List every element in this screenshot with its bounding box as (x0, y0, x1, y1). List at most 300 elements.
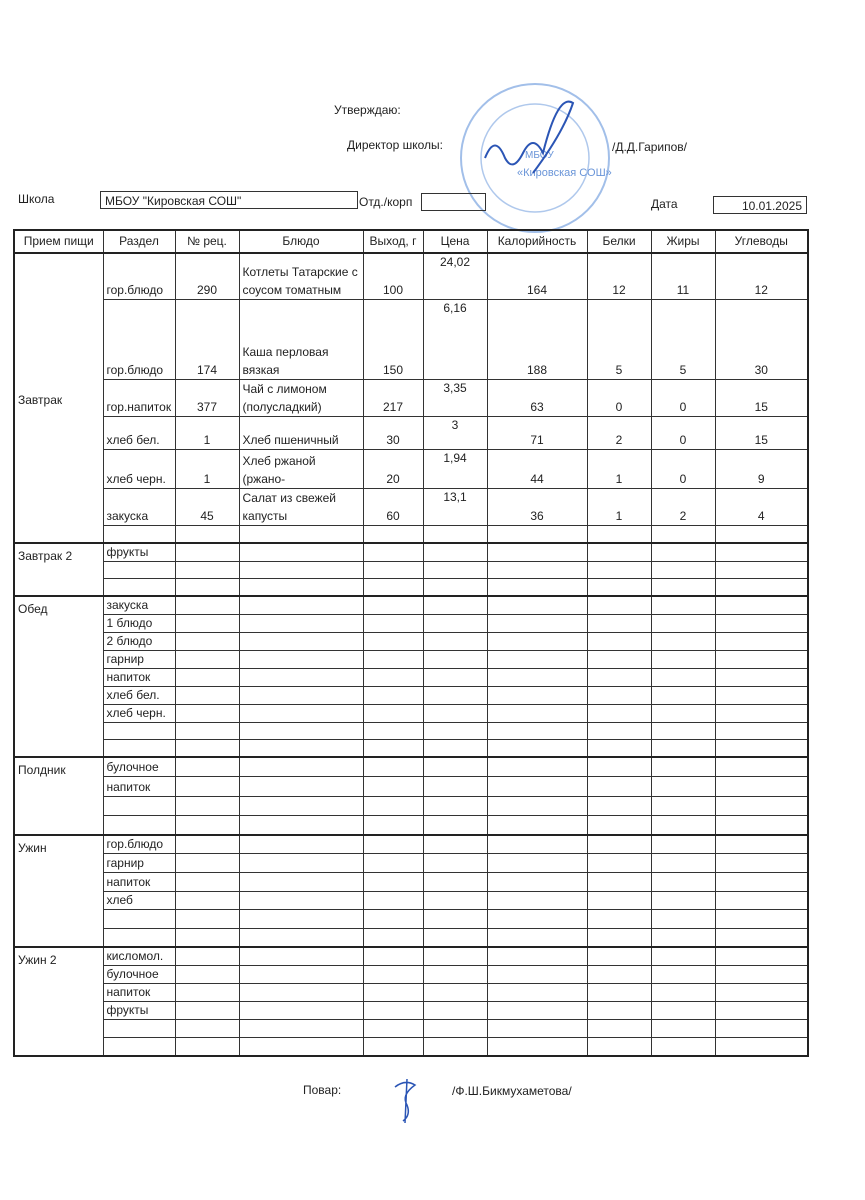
cell-kcal: 36 (487, 488, 587, 525)
cell-kcal (487, 796, 587, 816)
cell-section (103, 579, 175, 596)
cell-dish: Каша перловая вязкая (239, 299, 363, 379)
cell-dish (239, 757, 363, 777)
cell-dish (239, 668, 363, 686)
cell-dish (239, 650, 363, 668)
cell-section: напиток (103, 777, 175, 797)
cell-carbs: 9 (715, 449, 808, 488)
cell-section: 2 блюдо (103, 632, 175, 650)
table-row (14, 1020, 808, 1038)
cell-protein (587, 910, 651, 929)
cell-yield (363, 686, 423, 704)
cell-fat (651, 614, 715, 632)
cell-dish (239, 722, 363, 740)
cell-yield (363, 562, 423, 579)
cell-dish (239, 596, 363, 615)
cell-recipe (175, 722, 239, 740)
cell-kcal (487, 891, 587, 910)
cell-fat (651, 873, 715, 892)
cell-price (423, 614, 487, 632)
cell-recipe (175, 891, 239, 910)
cell-protein: 5 (587, 299, 651, 379)
cell-section (103, 929, 175, 948)
school-stamp-icon (455, 78, 615, 238)
cell-yield (363, 1038, 423, 1056)
cell-price (423, 854, 487, 873)
cell-kcal: 164 (487, 253, 587, 299)
table-row (14, 416, 808, 449)
table-row (14, 1038, 808, 1056)
cell-dish (239, 816, 363, 836)
cell-dish (239, 984, 363, 1002)
cell-yield (363, 816, 423, 836)
cell-carbs (715, 704, 808, 722)
cell-section: хлеб черн. (103, 704, 175, 722)
cell-kcal (487, 614, 587, 632)
cell-kcal (487, 966, 587, 984)
cell-fat (651, 562, 715, 579)
cell-recipe (175, 796, 239, 816)
table-row (14, 379, 808, 416)
cell-recipe (175, 614, 239, 632)
cell-fat (651, 740, 715, 758)
cell-recipe (175, 947, 239, 966)
cell-fat (651, 984, 715, 1002)
date-field[interactable]: 10.01.2025 (713, 196, 807, 214)
table-row (14, 562, 808, 579)
table-row (14, 543, 808, 562)
cell-section: гарнир (103, 650, 175, 668)
cell-fat (651, 835, 715, 854)
cell-protein (587, 777, 651, 797)
cell-protein (587, 686, 651, 704)
cell-protein (587, 740, 651, 758)
cell-yield (363, 543, 423, 562)
cell-kcal (487, 650, 587, 668)
cell-carbs (715, 910, 808, 929)
cell-price (423, 740, 487, 758)
cell-carbs (715, 757, 808, 777)
cell-protein: 0 (587, 379, 651, 416)
cell-fat (651, 668, 715, 686)
cell-fat (651, 1002, 715, 1020)
cell-carbs: 15 (715, 416, 808, 449)
meal-name: Завтрак 2 (14, 543, 103, 596)
cell-yield (363, 929, 423, 948)
cell-recipe (175, 777, 239, 797)
cell-yield (363, 854, 423, 873)
cell-recipe (175, 740, 239, 758)
cell-yield: 100 (363, 253, 423, 299)
cell-yield (363, 722, 423, 740)
cell-recipe (175, 562, 239, 579)
cell-carbs (715, 835, 808, 854)
table-row (14, 668, 808, 686)
table-row (14, 253, 808, 299)
cell-kcal: 63 (487, 379, 587, 416)
cell-price (423, 1038, 487, 1056)
cell-price (423, 722, 487, 740)
cell-carbs (715, 873, 808, 892)
cell-price (423, 686, 487, 704)
cell-protein (587, 596, 651, 615)
cell-kcal (487, 835, 587, 854)
cell-recipe (175, 596, 239, 615)
cell-kcal (487, 757, 587, 777)
cell-carbs (715, 632, 808, 650)
cell-kcal (487, 596, 587, 615)
cell-protein (587, 816, 651, 836)
cell-price (423, 543, 487, 562)
cell-recipe: 290 (175, 253, 239, 299)
cell-yield (363, 966, 423, 984)
cell-dish (239, 614, 363, 632)
cell-price (423, 929, 487, 948)
cell-dish (239, 1002, 363, 1020)
cell-protein (587, 650, 651, 668)
cell-protein (587, 722, 651, 740)
cell-yield (363, 1002, 423, 1020)
cell-fat (651, 777, 715, 797)
cell-carbs (715, 947, 808, 966)
cell-dish (239, 1020, 363, 1038)
cell-dish (239, 1038, 363, 1056)
cell-price: 13,1 (423, 488, 487, 525)
cell-yield: 150 (363, 299, 423, 379)
table-row (14, 704, 808, 722)
cell-protein (587, 835, 651, 854)
cell-carbs (715, 668, 808, 686)
cell-fat (651, 704, 715, 722)
cell-protein: 1 (587, 449, 651, 488)
cell-kcal (487, 947, 587, 966)
cell-yield (363, 525, 423, 543)
cell-fat (651, 525, 715, 543)
table-row (14, 891, 808, 910)
cell-section (103, 722, 175, 740)
cell-yield (363, 757, 423, 777)
cell-protein (587, 966, 651, 984)
cell-recipe (175, 632, 239, 650)
cell-protein (587, 579, 651, 596)
table-row (14, 686, 808, 704)
cell-fat (651, 966, 715, 984)
cell-carbs (715, 686, 808, 704)
cell-recipe (175, 1038, 239, 1056)
cell-section (103, 796, 175, 816)
cell-section: закуска (103, 596, 175, 615)
table-row (14, 488, 808, 525)
cell-protein (587, 947, 651, 966)
cell-price (423, 1002, 487, 1020)
cell-price: 24,02 (423, 253, 487, 299)
cell-yield (363, 947, 423, 966)
column-header: Раздел (103, 230, 175, 253)
cell-yield: 20 (363, 449, 423, 488)
table-row (14, 614, 808, 632)
cell-dish (239, 910, 363, 929)
cell-kcal (487, 543, 587, 562)
cell-section: закуска (103, 488, 175, 525)
cell-section: напиток (103, 873, 175, 892)
cell-yield (363, 984, 423, 1002)
cell-section (103, 562, 175, 579)
cell-dish: Хлеб пшеничный (239, 416, 363, 449)
cell-yield (363, 668, 423, 686)
cell-yield (363, 777, 423, 797)
cell-yield (363, 579, 423, 596)
cell-dish (239, 579, 363, 596)
cell-dish (239, 525, 363, 543)
svg-text:МБОУ: МБОУ (525, 150, 554, 161)
cell-dish (239, 686, 363, 704)
cell-price (423, 1020, 487, 1038)
cell-carbs (715, 525, 808, 543)
cell-price (423, 873, 487, 892)
cell-fat (651, 816, 715, 836)
cell-kcal (487, 777, 587, 797)
cell-price (423, 816, 487, 836)
cook-label: Повар: (303, 1083, 342, 1097)
cell-carbs (715, 1020, 808, 1038)
column-header: Калорийность (487, 230, 587, 253)
cell-carbs (715, 816, 808, 836)
cell-protein (587, 891, 651, 910)
cell-protein (587, 873, 651, 892)
cell-section (103, 816, 175, 836)
table-row (14, 596, 808, 615)
cell-recipe (175, 984, 239, 1002)
cell-fat: 5 (651, 299, 715, 379)
menu-table (13, 229, 809, 1057)
cell-yield (363, 632, 423, 650)
cell-price (423, 704, 487, 722)
cell-recipe (175, 579, 239, 596)
cell-dish (239, 947, 363, 966)
cell-dish (239, 891, 363, 910)
cell-price: 3,35 (423, 379, 487, 416)
table-row (14, 966, 808, 984)
cell-dish (239, 740, 363, 758)
cell-price (423, 632, 487, 650)
meal-name: Ужин (14, 835, 103, 947)
cell-protein (587, 984, 651, 1002)
cell-protein: 12 (587, 253, 651, 299)
cell-recipe (175, 910, 239, 929)
cell-protein (587, 668, 651, 686)
column-header: Прием пищи (14, 230, 103, 253)
cell-price (423, 579, 487, 596)
column-header: № рец. (175, 230, 239, 253)
cell-price: 3 (423, 416, 487, 449)
cell-fat: 2 (651, 488, 715, 525)
cell-yield (363, 891, 423, 910)
cell-carbs (715, 777, 808, 797)
cell-fat (651, 596, 715, 615)
cell-kcal (487, 1002, 587, 1020)
cell-fat (651, 632, 715, 650)
cell-fat (651, 796, 715, 816)
cell-recipe (175, 929, 239, 948)
cell-fat (651, 910, 715, 929)
cell-yield (363, 650, 423, 668)
cell-kcal (487, 562, 587, 579)
cell-kcal (487, 632, 587, 650)
cell-dish (239, 835, 363, 854)
cell-dish (239, 632, 363, 650)
table-row (14, 777, 808, 797)
cell-recipe: 1 (175, 449, 239, 488)
cell-protein (587, 796, 651, 816)
table-row (14, 299, 808, 379)
cell-kcal (487, 816, 587, 836)
table-row (14, 796, 808, 816)
cell-recipe (175, 704, 239, 722)
cell-section: напиток (103, 984, 175, 1002)
cell-fat (651, 543, 715, 562)
cell-kcal (487, 722, 587, 740)
cell-price (423, 891, 487, 910)
table-header-row (14, 230, 808, 253)
cell-carbs (715, 984, 808, 1002)
director-label: Директор школы: (347, 138, 443, 152)
cell-recipe (175, 854, 239, 873)
table-row (14, 1002, 808, 1020)
cell-dish: Хлеб ржаной (ржано- (239, 449, 363, 488)
cell-yield (363, 740, 423, 758)
table-row (14, 947, 808, 966)
cell-kcal (487, 668, 587, 686)
cell-protein: 2 (587, 416, 651, 449)
school-field[interactable]: МБОУ "Кировская СОШ" (100, 191, 358, 209)
cell-recipe (175, 966, 239, 984)
table-row (14, 449, 808, 488)
cell-fat (651, 722, 715, 740)
table-row (14, 722, 808, 740)
cell-section: гор.блюдо (103, 299, 175, 379)
cell-dish: Котлеты Татарские с соусом томатным (239, 253, 363, 299)
cell-yield (363, 910, 423, 929)
cell-fat (651, 650, 715, 668)
cell-section: 1 блюдо (103, 614, 175, 632)
cell-fat (651, 757, 715, 777)
cell-kcal: 71 (487, 416, 587, 449)
director-name: /Д.Д.Гарипов/ (612, 140, 688, 154)
cell-dish (239, 966, 363, 984)
cell-carbs (715, 596, 808, 615)
cell-section: хлеб (103, 891, 175, 910)
cell-kcal (487, 686, 587, 704)
cell-section (103, 525, 175, 543)
table-row (14, 525, 808, 543)
cell-carbs (715, 579, 808, 596)
dept-field[interactable] (421, 193, 486, 211)
cell-recipe (175, 1002, 239, 1020)
cell-fat (651, 891, 715, 910)
column-header: Выход, г (363, 230, 423, 253)
cell-protein (587, 1020, 651, 1038)
cell-carbs (715, 722, 808, 740)
cell-kcal (487, 854, 587, 873)
cell-protein (587, 543, 651, 562)
cell-yield (363, 704, 423, 722)
cell-fat (651, 854, 715, 873)
cell-yield (363, 796, 423, 816)
column-header: Цена (423, 230, 487, 253)
table-row (14, 740, 808, 758)
cell-recipe: 1 (175, 416, 239, 449)
cell-recipe (175, 543, 239, 562)
table-row (14, 873, 808, 892)
cell-kcal (487, 910, 587, 929)
cell-fat: 0 (651, 416, 715, 449)
cell-fat (651, 579, 715, 596)
cell-price (423, 910, 487, 929)
cell-protein (587, 614, 651, 632)
cell-section: гор.блюдо (103, 253, 175, 299)
cell-dish (239, 777, 363, 797)
cell-dish: Чай с лимоном (полусладкий) (239, 379, 363, 416)
table-row (14, 984, 808, 1002)
table-row (14, 816, 808, 836)
cook-name: /Ф.Ш.Бикмухаметова/ (452, 1084, 572, 1098)
cell-protein (587, 757, 651, 777)
cell-recipe (175, 1020, 239, 1038)
cell-section: булочное (103, 966, 175, 984)
cell-protein (587, 854, 651, 873)
cell-recipe: 377 (175, 379, 239, 416)
meal-name: Полдник (14, 757, 103, 835)
cell-yield (363, 1020, 423, 1038)
cell-fat: 11 (651, 253, 715, 299)
cell-recipe (175, 525, 239, 543)
cell-recipe (175, 873, 239, 892)
cell-section: кисломол. (103, 947, 175, 966)
cell-protein (587, 632, 651, 650)
cell-section: напиток (103, 668, 175, 686)
cell-carbs (715, 562, 808, 579)
cell-dish (239, 704, 363, 722)
cell-protein (587, 1002, 651, 1020)
cell-yield: 217 (363, 379, 423, 416)
cell-carbs (715, 929, 808, 948)
cell-kcal (487, 704, 587, 722)
cell-recipe (175, 757, 239, 777)
cell-price: 1,94 (423, 449, 487, 488)
column-header: Углеводы (715, 230, 808, 253)
cell-price (423, 966, 487, 984)
cell-kcal (487, 984, 587, 1002)
cell-price (423, 947, 487, 966)
cell-price (423, 796, 487, 816)
cell-dish (239, 562, 363, 579)
table-row (14, 632, 808, 650)
cell-yield (363, 835, 423, 854)
cell-carbs (715, 854, 808, 873)
date-label: Дата (651, 197, 678, 211)
cell-protein (587, 525, 651, 543)
cell-section (103, 1038, 175, 1056)
cell-carbs (715, 891, 808, 910)
column-header: Блюдо (239, 230, 363, 253)
cell-carbs: 15 (715, 379, 808, 416)
school-label: Школа (18, 192, 55, 206)
cell-yield (363, 614, 423, 632)
cell-section: гарнир (103, 854, 175, 873)
cell-fat: 0 (651, 379, 715, 416)
table-row (14, 929, 808, 948)
cell-fat (651, 947, 715, 966)
